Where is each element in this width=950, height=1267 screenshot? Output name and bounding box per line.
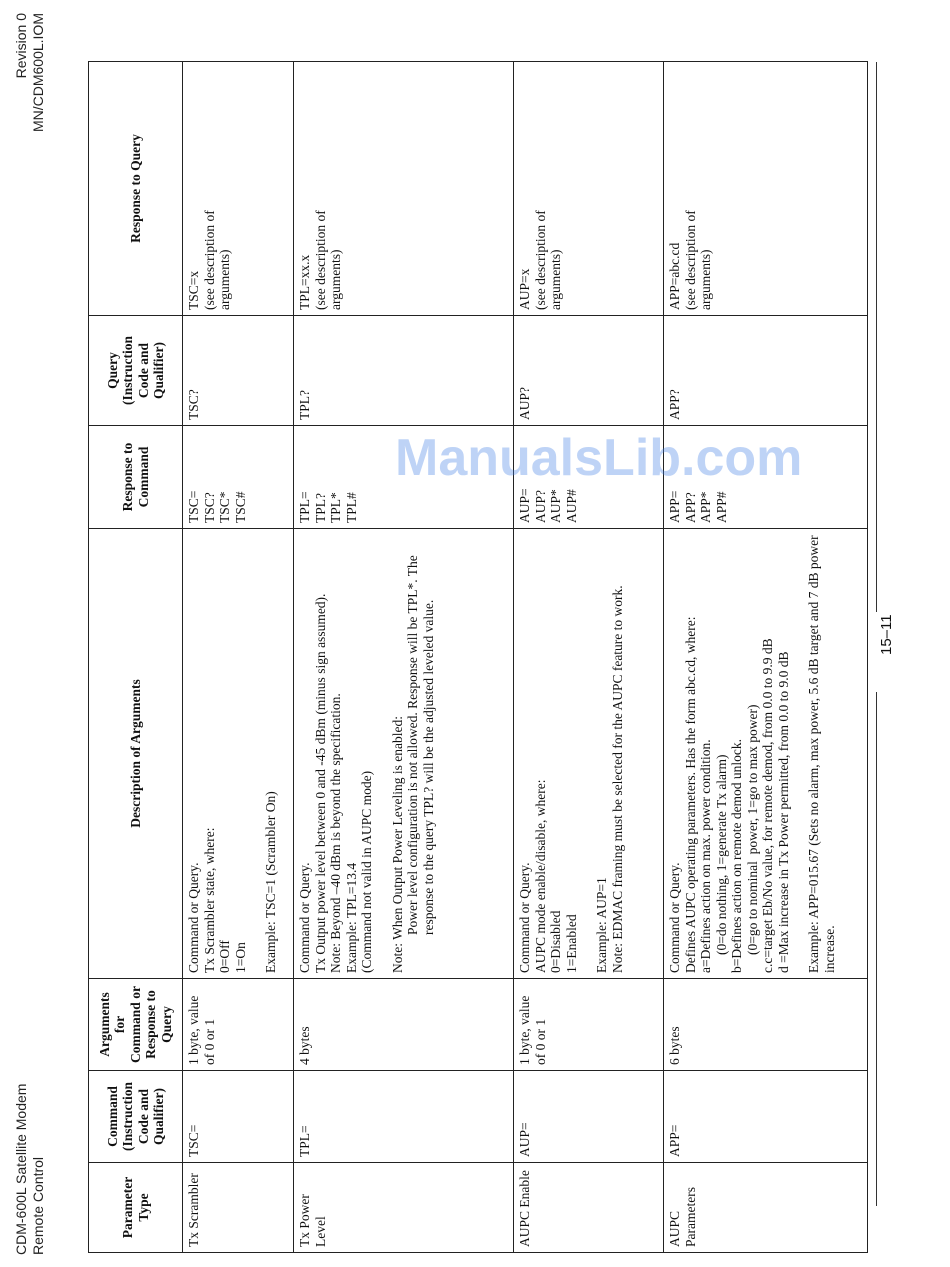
resp-line: AUP* — [548, 489, 563, 523]
desc-line: a=Defines action on max. power condition. — [698, 739, 713, 973]
param-type-cell: Tx Scrambler — [183, 1163, 294, 1253]
desc-line: (Command not valid in AUPC mode) — [359, 770, 374, 973]
running-header-right — [13, 13, 47, 215]
query-cell: TSC? — [183, 316, 294, 426]
desc-line: 1=On — [232, 942, 248, 973]
desc-spacer — [791, 534, 806, 973]
resp-query-line: (see description of arguments) — [532, 206, 563, 310]
desc-line: Defines AUPC operating parameters. Has the form abc.cd, where: — [682, 616, 698, 973]
desc-line: (0=go to nominal power, 1=go to max power) — [744, 704, 760, 955]
response-to-query-cell — [664, 62, 868, 316]
desc-line: Power level configuration is not allowed. Response will be TPL*. The response to the query TPL? will be the adjusted leveled value. — [405, 551, 436, 935]
col-header: Arguments for Command or Response to Query — [89, 979, 183, 1071]
col-header: Query (Instruction Code and Qualifier) — [89, 316, 183, 426]
query-cell: TPL? — [294, 316, 514, 426]
col-header: Response to Query — [89, 62, 183, 316]
query-cell: APP? — [664, 316, 868, 426]
param-type-cell: AUPC Enable — [514, 1163, 664, 1253]
col-header: Response to Command — [89, 426, 183, 529]
table-row — [183, 62, 294, 1253]
resp-query-line: TPL=xx.x — [297, 254, 312, 310]
response-to-query-cell — [294, 62, 514, 316]
desc-line: Example: TPL=13.4 — [343, 862, 359, 973]
resp-line: APP= — [667, 490, 682, 523]
param-type-cell: AUPC Parameters — [664, 1163, 868, 1253]
table-row — [294, 62, 514, 1253]
command-cell: AUP= — [514, 1071, 664, 1163]
resp-line: AUP# — [563, 489, 579, 523]
header-revision: Revision 0 — [13, 13, 29, 79]
resp-query-line: (see description of arguments) — [682, 206, 713, 310]
arguments-cell: 1 byte, value of 0 or 1 — [514, 979, 664, 1071]
param-type-cell: Tx Power Level — [294, 1163, 514, 1253]
arguments-cell: 1 byte, value of 0 or 1 — [183, 979, 294, 1071]
desc-line: d =Max increase in Tx Power permitted, from 0.0 to 9.0 dB — [775, 651, 791, 973]
response-to-command-cell — [183, 426, 294, 529]
resp-query-line: APP=abc.cd — [667, 242, 682, 310]
description-cell — [664, 529, 868, 979]
desc-line: Example: TSC=1 (Scrambler On) — [263, 791, 278, 973]
resp-line: APP? — [682, 492, 698, 523]
resp-line: TPL= — [297, 491, 312, 523]
description-cell — [514, 529, 664, 979]
description-cell — [294, 529, 514, 979]
watermark: ManualsLib.com — [395, 429, 803, 487]
footer-rule-bottom — [876, 692, 877, 1206]
desc-line: AUPC mode enable/disable, where: — [532, 779, 548, 973]
desc-line: 0=Disabled — [548, 910, 563, 973]
resp-query-line: (see description of arguments) — [312, 206, 343, 310]
desc-line: Note: When Output Power Leveling is enabled: — [389, 716, 405, 973]
header-product: CDM-600L Satellite Modem — [13, 1083, 29, 1255]
desc-line: Example: APP=015.67 (Sets no alarm, max power, 5.6 dB target and 7 dB power increase. — [806, 531, 837, 973]
command-cell: TPL= — [294, 1071, 514, 1163]
desc-spacer — [248, 534, 263, 973]
desc-line: Example: AUP=1 — [594, 877, 609, 973]
resp-line: TSC= — [186, 490, 201, 523]
command-table — [88, 61, 868, 1253]
command-cell: APP= — [664, 1071, 868, 1163]
desc-line: Command or Query. — [186, 862, 201, 973]
desc-line: Note: Beyond –40 dBm is beyond the specification. — [328, 693, 343, 973]
table-row — [514, 62, 664, 1253]
resp-line: TSC? — [201, 492, 217, 523]
col-header: Description of Arguments — [89, 529, 183, 979]
desc-line: 0=Off — [217, 940, 232, 973]
description-cell — [183, 529, 294, 979]
desc-line: c.c=target Eb/No value, for remote demod, from 0.0 to 9.9 dB — [760, 638, 775, 973]
desc-line: 1=Enabled — [563, 914, 579, 973]
desc-line: Note: EDMAC framing must be selected for the AUPC feature to work. — [609, 585, 625, 973]
command-cell: TSC= — [183, 1071, 294, 1163]
header-section: Remote Control — [30, 1156, 46, 1255]
desc-line: Command or Query. — [667, 862, 682, 973]
table-row — [664, 62, 868, 1253]
command-table-container — [88, 62, 860, 1253]
arguments-cell: 4 bytes — [294, 979, 514, 1071]
desc-line: Command or Query. — [517, 862, 532, 973]
resp-line: TPL? — [312, 493, 328, 523]
resp-line: TPL* — [328, 492, 343, 523]
desc-line: Tx Output power level between 0 and -45 dBm (minus sign assumed). — [312, 593, 328, 973]
desc-line: Command or Query. — [297, 862, 312, 973]
response-to-command-cell — [294, 426, 514, 529]
table-header-row — [89, 62, 183, 1253]
resp-query-line: AUP=x — [517, 268, 532, 310]
desc-spacer — [375, 534, 390, 973]
desc-line: (0=do nothing, 1=generate Tx alarm) — [713, 754, 729, 955]
response-to-query-cell — [514, 62, 664, 316]
resp-query-line: (see description of arguments) — [201, 206, 232, 310]
footer-rule-top — [876, 62, 877, 612]
header-doc-id: MN/CDM600L.IOM — [30, 13, 46, 133]
arguments-cell: 6 bytes — [664, 979, 868, 1071]
resp-line: TSC# — [232, 491, 248, 523]
resp-line: TPL# — [343, 492, 359, 523]
resp-query-line: TSC=x — [186, 270, 201, 310]
response-to-query-cell — [183, 62, 294, 316]
running-header-left — [13, 1084, 47, 1255]
resp-line: APP* — [698, 491, 713, 523]
query-cell: AUP? — [514, 316, 664, 426]
response-to-command-cell — [514, 426, 664, 529]
resp-line: AUP? — [532, 490, 548, 523]
desc-spacer — [579, 534, 594, 973]
resp-line: APP# — [713, 491, 729, 523]
resp-line: AUP= — [517, 488, 532, 523]
page-number: 15–11 — [878, 614, 895, 655]
response-to-command-cell — [664, 426, 868, 529]
desc-line: Tx Scrambler state, where: — [201, 827, 217, 973]
col-header: Parameter Type — [89, 1163, 183, 1253]
col-header: Command (Instruction Code and Qualifier) — [89, 1071, 183, 1163]
resp-line: TSC* — [217, 491, 232, 523]
desc-line: b=Defines action on remote demod unlock. — [729, 738, 744, 973]
